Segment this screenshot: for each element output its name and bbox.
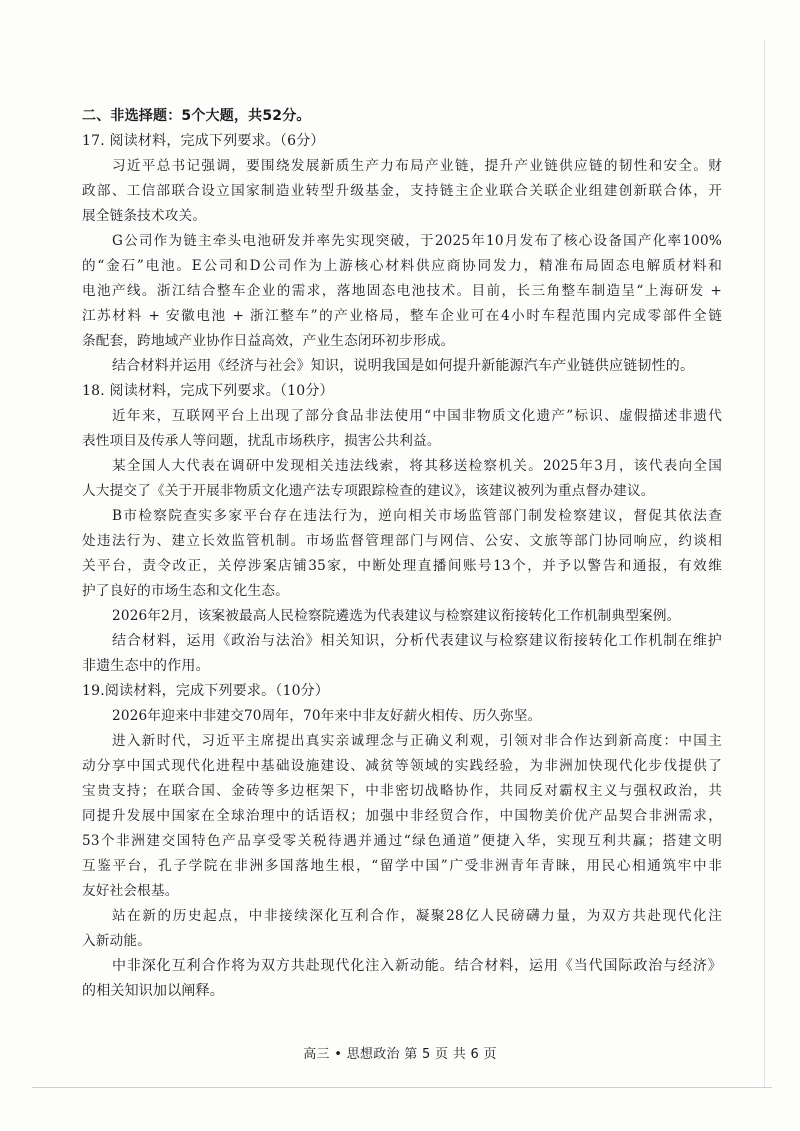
page-footer: 高三 • 思想政治 第 5 页 共 6 页	[303, 1047, 497, 1062]
question-17-title: 17. 阅读材料，完成下列要求。（6分）	[82, 133, 325, 149]
q17-material-line: 展全链条技术攻关。	[82, 208, 207, 224]
q18-material-line: 表性项目及传承人等问题，扰乱市场秩序，损害公共利益。	[82, 433, 441, 449]
section-heading: 二、非选择题：5个大题，共52分。	[82, 108, 311, 124]
q18-prompt-line: 结合材料，运用《政治与法治》相关知识，分析代表建议与检察建议衔接转化工作机制在维护	[112, 633, 722, 649]
q18-material-line: 关平台，责令改正，关停涉案店铺35家，中断处理直播间账号13个，并予以警告和通报，有效维	[82, 558, 722, 574]
scan-edge-line	[764, 40, 765, 1087]
q19-material-line: 友好社会根基。	[82, 883, 179, 899]
q19-prompt-line: 中非深化互利合作将为双方共赴现代化注入新动能。结合材料，运用《当代国际政治与经济》	[112, 958, 722, 974]
q17-prompt: 结合材料并运用《经济与社会》知识，说明我国是如何提升新能源汽车产业链供应链韧性的。	[112, 358, 695, 374]
q18-material-line: 护了良好的市场生态和文化生态。	[82, 583, 289, 599]
q18-prompt-line: 非遗生态中的作用。	[82, 658, 210, 674]
q17-material-line: 政部、工信部联合设立国家制造业转型升级基金，支持链主企业联合关联企业组建创新联合体，开	[82, 183, 722, 199]
q18-material-line: 2026年2月，该案被最高人民检察院遴选为代表建议与检察建议衔接转化工作机制典型案例。	[112, 608, 681, 624]
q17-material-line: 条配套，跨地域产业协作日益高效，产业生态闭环初步形成。	[82, 333, 455, 349]
question-18-title: 18. 阅读材料，完成下列要求。（10分）	[82, 383, 334, 399]
question-19-title: 19.阅读材料，完成下列要求。（10分）	[82, 683, 330, 699]
q19-material-line: 入新动能。	[82, 933, 151, 949]
q19-material-line: 宝贵支持；在联合国、金砖等多边框架下，中非密切战略协作，共同反对霸权主义与强权政治，共	[82, 783, 722, 799]
q19-material-line: 站在新的历史起点，中非接续深化互利合作，凝聚28亿人民磅礴力量，为双方共赴现代化注	[112, 908, 722, 924]
q17-material-line: G公司作为链主牵头电池研发并率先实现突破，于2025年10月发布了核心设备国产化率100%	[112, 233, 722, 249]
q17-material-line: 电池产线。浙江结合整车企业的需求，落地固态电池技术。目前，长三角整车制造呈“上海研发 +	[82, 283, 722, 299]
q18-material-line: 处违法行为、建立长效监管机制。市场监督管理部门与网信、公安、文旅等部门协同响应，约谈相	[82, 533, 722, 549]
q18-material-line: 某全国人大代表在调研中发现相关违法线索，将其移送检察机关。2025年3月，该代表向全国	[112, 458, 722, 474]
q18-material-line: B市检察院查实多家平台存在违法行为，逆向相关市场监管部门制发检察建议，督促其依法查	[112, 508, 722, 524]
page-content	[82, 104, 722, 1004]
q18-material-line: 人大提交了《关于开展非物质文化遗产法专项跟踪检查的建议》，该建议被列为重点督办建议。	[82, 483, 655, 499]
q17-material-line: 习近平总书记强调，要围绕发展新质生产力布局产业链，提升产业链供应链的韧性和安全。财	[112, 158, 722, 174]
q18-material-line: 近年来，互联网平台上出现了部分食品非法使用“中国非物质文化遗产”标识、虚假描述非遗代	[112, 408, 722, 424]
q19-material-line: 互鉴平台，孔子学院在非洲多国落地生根，“留学中国”广受非洲青年青睐，用民心相通筑牢中非	[82, 858, 722, 874]
q19-material-line: 动分享中国式现代化进程中基础设施建设、减贫等领域的实践经验，为非洲加快现代化步伐提供了	[82, 758, 722, 774]
q19-prompt-line: 的相关知识加以阐释。	[82, 983, 224, 999]
q19-material-line: 53个非洲建交国特色产品享受零关税待遇并通过“绿色通道”便捷入华，实现互利共赢；搭建文明	[82, 833, 722, 849]
q17-material-line: 江苏材料 + 安徽电池 + 浙江整车”的产业格局，整车企业可在4小时车程范围内完成零部件全链	[82, 308, 722, 324]
q19-material-line: 进入新时代，习近平主席提出真实亲诚理念与正确义利观，引领对非合作达到新高度：中国主	[112, 733, 722, 749]
q19-material-line: 2026年迎来中非建交70周年，70年来中非友好薪火相传、历久弥坚。	[112, 708, 542, 724]
q17-material-line: 的“金石”电池。E公司和D公司作为上游核心材料供应商协同发力，精准布局固态电解质材料和	[82, 258, 722, 274]
footer-divider	[32, 1087, 772, 1088]
q19-material-line: 同提升发展中国家在全球治理中的话语权；加强中非经贸合作，中国物美价优产品契合非洲需求，	[82, 808, 722, 824]
